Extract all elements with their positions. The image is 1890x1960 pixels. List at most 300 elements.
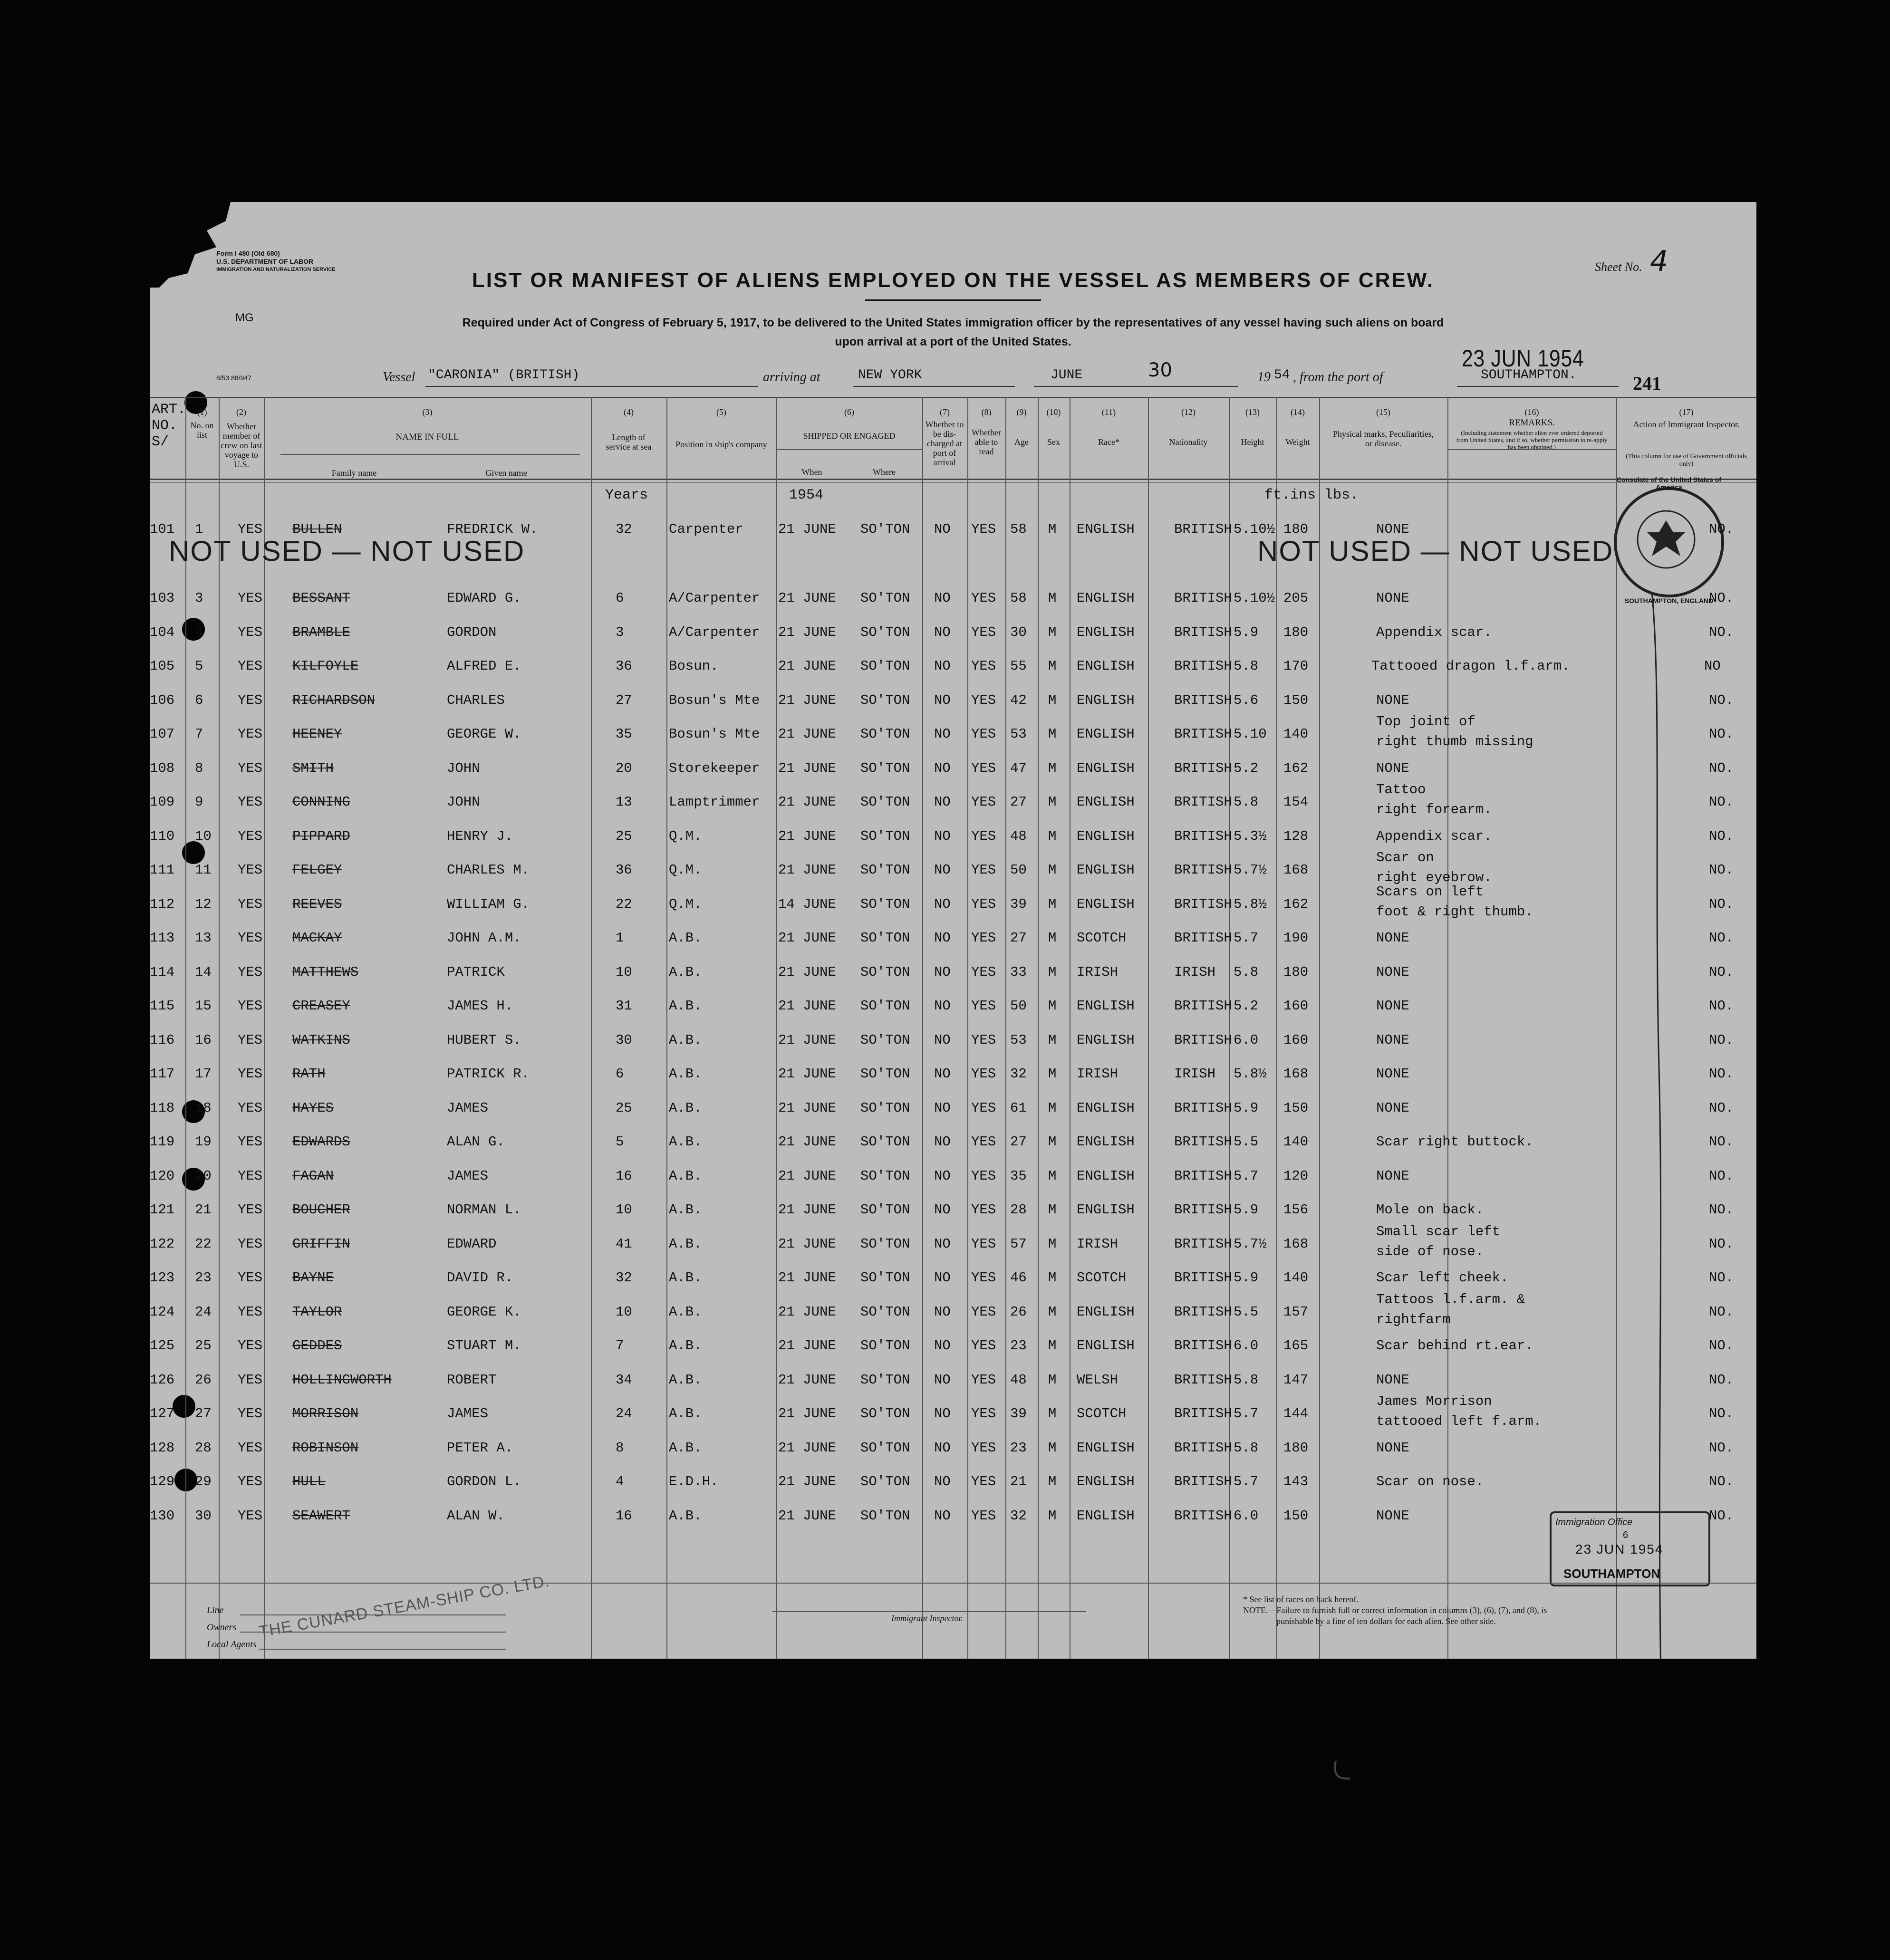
cell-given-name: WILLIAM G. xyxy=(447,896,530,912)
cell-list-no: 22 xyxy=(195,1236,212,1252)
cell-discharged: NO xyxy=(934,1134,951,1150)
cell-able-to-read: YES xyxy=(971,1236,996,1252)
cell-shipped-where: SO'TON xyxy=(860,828,910,844)
cell-art-no: 128 xyxy=(150,1440,175,1456)
cell-family-name: CREASEY xyxy=(292,998,350,1014)
cell-race: ENGLISH xyxy=(1077,1202,1135,1218)
cell-able-to-read: YES xyxy=(971,1440,996,1456)
cell-height: 5.7½ xyxy=(1234,1236,1267,1252)
cell-shipped-where: SO'TON xyxy=(860,658,910,674)
col-num-17: (17) xyxy=(1679,407,1694,417)
cell-art-no: 110 xyxy=(150,828,175,844)
cell-art-no: 105 xyxy=(150,658,175,674)
table-row xyxy=(150,1022,1756,1056)
cell-sex: M xyxy=(1048,658,1057,674)
cell-weight: 180 xyxy=(1283,521,1309,537)
cell-race: ENGLISH xyxy=(1077,862,1135,878)
cell-given-name: PATRICK xyxy=(447,964,505,980)
cell-discharged: NO xyxy=(934,590,951,606)
cell-discharged: NO xyxy=(934,692,951,708)
cell-nationality: BRITISH xyxy=(1174,658,1232,674)
cell-nationality: BRITISH xyxy=(1174,1100,1232,1116)
cell-shipped-where: SO'TON xyxy=(860,1066,910,1082)
cell-remarks: NO. xyxy=(1709,896,1734,912)
cell-position: A.B. xyxy=(669,930,702,946)
cell-sex: M xyxy=(1048,794,1057,810)
cell-position: Bosun's Mte xyxy=(669,726,760,742)
cell-shipped-when: 21 JUNE xyxy=(778,1372,836,1388)
cell-last-voyage: YES xyxy=(238,1508,263,1524)
cell-shipped-when: 21 JUNE xyxy=(778,862,836,878)
cell-list-no: 21 xyxy=(195,1202,212,1218)
cell-discharged: NO xyxy=(934,1202,951,1218)
cell-race: ENGLISH xyxy=(1077,1474,1135,1489)
subtitle-line1: Required under Act of Congress of February 5, 1917, to be delivered to the United States immigration officer by the representatives of any vessel having such aliens on board xyxy=(462,316,1444,329)
inspector-label: Immigrant Inspector. xyxy=(891,1614,963,1623)
cell-nationality: BRITISH xyxy=(1174,1270,1232,1286)
cell-height: 5.8 xyxy=(1234,794,1259,810)
col-no-on-list: No. on list xyxy=(190,421,214,440)
cell-family-name: BULLEN xyxy=(292,521,342,537)
cell-last-voyage: YES xyxy=(238,1304,263,1320)
cell-discharged: NO xyxy=(934,1236,951,1252)
cell-art-no: 125 xyxy=(150,1338,175,1354)
cell-list-no: 28 xyxy=(195,1440,212,1456)
cell-art-no: 107 xyxy=(150,726,175,742)
cell-service-years: 24 xyxy=(616,1406,632,1422)
cell-sex: M xyxy=(1048,1100,1057,1116)
cell-shipped-when: 21 JUNE xyxy=(778,930,836,946)
cell-sex: M xyxy=(1048,760,1057,776)
cell-family-name: HULL xyxy=(292,1474,326,1489)
col-remarks-note: (Including statement whether alien ever ordered deported from United States, and if so, whether permission to re-apply has been obtained.) xyxy=(1456,429,1608,451)
cell-family-name: GRIFFIN xyxy=(292,1236,350,1252)
cell-remarks: NO. xyxy=(1709,726,1734,742)
cell-position: A.B. xyxy=(669,1134,702,1150)
cell-family-name: HEENEY xyxy=(292,726,342,742)
cell-art-no: 122 xyxy=(150,1236,175,1252)
cell-remarks: NO. xyxy=(1709,1440,1734,1456)
cell-service-years: 5 xyxy=(616,1134,624,1150)
cell-age: 21 xyxy=(1010,1474,1027,1489)
cell-nationality: BRITISH xyxy=(1174,1474,1232,1489)
table-row xyxy=(150,614,1756,648)
cell-age: 35 xyxy=(1010,1168,1027,1184)
cell-given-name: FREDRICK W. xyxy=(447,521,538,537)
cell-age: 26 xyxy=(1010,1304,1027,1320)
col-inspector-note: (This column for use of Government officials only) xyxy=(1626,453,1747,468)
cell-shipped-when: 21 JUNE xyxy=(778,1508,836,1524)
cell-list-no: 5 xyxy=(195,658,203,674)
cell-nationality: BRITISH xyxy=(1174,862,1232,878)
unit-years: Years xyxy=(605,487,648,503)
cell-height: 5.10 xyxy=(1234,726,1267,742)
sheet-label: Sheet No. xyxy=(1595,260,1642,274)
page-title: LIST OR MANIFEST OF ALIENS EMPLOYED ON THE VESSEL AS MEMBERS OF CREW. xyxy=(472,269,1435,292)
cell-shipped-when: 21 JUNE xyxy=(778,1100,836,1116)
table-row xyxy=(150,1124,1756,1157)
cell-list-no: 9 xyxy=(195,794,203,810)
cell-age: 50 xyxy=(1010,998,1027,1014)
cell-position: A.B. xyxy=(669,1236,702,1252)
cell-shipped-when: 21 JUNE xyxy=(778,658,836,674)
cell-position: A.B. xyxy=(669,998,702,1014)
cell-weight: 147 xyxy=(1283,1372,1309,1388)
cell-art-no: 112 xyxy=(150,896,175,912)
cell-last-voyage: YES xyxy=(238,794,263,810)
cell-remarks: NO. xyxy=(1709,521,1734,537)
cell-position: A.B. xyxy=(669,1066,702,1082)
arrival-month: JUNE xyxy=(1051,368,1083,383)
print-code: 8/53 88/947 xyxy=(216,374,251,382)
cell-family-name: GEDDES xyxy=(292,1338,342,1354)
cell-art-no: 124 xyxy=(150,1304,175,1320)
cell-given-name: ALFRED E. xyxy=(447,658,521,674)
cell-height: 5.6 xyxy=(1234,692,1259,708)
col-num-6: (6) xyxy=(844,407,854,417)
cell-physical-marks: NONE xyxy=(1376,1372,1409,1388)
cell-position: A.B. xyxy=(669,1032,702,1048)
cell-position: Bosun. xyxy=(669,658,719,674)
cell-last-voyage: YES xyxy=(238,1270,263,1286)
cell-family-name: HAYES xyxy=(292,1100,334,1116)
cell-remarks: NO. xyxy=(1709,1508,1734,1524)
cell-weight: 162 xyxy=(1283,760,1309,776)
from-label: , from the port of xyxy=(1293,370,1383,384)
cell-able-to-read: YES xyxy=(971,862,996,878)
cell-art-no: 117 xyxy=(150,1066,175,1082)
cell-position: Q.M. xyxy=(669,896,702,912)
cell-shipped-where: SO'TON xyxy=(860,1270,910,1286)
cell-position: Carpenter xyxy=(669,521,743,537)
cell-nationality: BRITISH xyxy=(1174,1304,1232,1320)
cell-art-no: 120 xyxy=(150,1168,175,1184)
cell-shipped-where: SO'TON xyxy=(860,1236,910,1252)
cell-art-no: 113 xyxy=(150,930,175,946)
cell-age: 27 xyxy=(1010,794,1027,810)
cell-physical-marks: Tattooed dragon l.f.arm. xyxy=(1371,658,1570,674)
cell-sex: M xyxy=(1048,862,1057,878)
table-row xyxy=(150,886,1756,920)
cell-shipped-when: 21 JUNE xyxy=(778,1304,836,1320)
cell-weight: 168 xyxy=(1283,1066,1309,1082)
cell-physical-marks: Scar right buttock. xyxy=(1376,1134,1533,1150)
cell-nationality: BRITISH xyxy=(1174,1508,1232,1524)
cell-shipped-when: 21 JUNE xyxy=(778,1406,836,1422)
cell-race: ENGLISH xyxy=(1077,794,1135,810)
cell-race: ENGLISH xyxy=(1077,590,1135,606)
cell-nationality: BRITISH xyxy=(1174,930,1232,946)
cell-discharged: NO xyxy=(934,1100,951,1116)
cell-shipped-where: SO'TON xyxy=(860,1338,910,1354)
cell-shipped-where: SO'TON xyxy=(860,1100,910,1116)
immigration-office-stamp xyxy=(1550,1511,1710,1586)
table-row xyxy=(150,1291,1756,1327)
company-stamp: THE CUNARD STEAM-SHIP CO. LTD. xyxy=(257,1572,551,1641)
cell-age: 47 xyxy=(1010,760,1027,776)
cell-position: A.B. xyxy=(669,1338,702,1354)
cell-weight: 190 xyxy=(1283,930,1309,946)
cell-family-name: MACKAY xyxy=(292,930,342,946)
cell-remarks: NO. xyxy=(1709,1134,1734,1150)
cell-weight: 180 xyxy=(1283,1440,1309,1456)
col-read: Whether able to read xyxy=(972,428,1001,456)
cell-given-name: HUBERT S. xyxy=(447,1032,521,1048)
cell-physical-marks: NONE xyxy=(1376,1032,1409,1048)
subtitle-line2: upon arrival at a port of the United States. xyxy=(835,335,1071,348)
cell-family-name: FELGEY xyxy=(292,862,342,878)
cell-service-years: 34 xyxy=(616,1372,632,1388)
cell-art-no: 115 xyxy=(150,998,175,1014)
cell-shipped-where: SO'TON xyxy=(860,1168,910,1184)
cell-physical-marks: NONE xyxy=(1376,590,1409,606)
cell-shipped-when: 21 JUNE xyxy=(778,828,836,844)
cell-physical-marks: Scar behind rt.ear. xyxy=(1376,1338,1533,1354)
cell-shipped-when: 21 JUNE xyxy=(778,1168,836,1184)
cell-nationality: BRITISH xyxy=(1174,760,1232,776)
cell-remarks: NO. xyxy=(1709,1168,1734,1184)
cell-shipped-where: SO'TON xyxy=(860,896,910,912)
cell-position: A.B. xyxy=(669,1406,702,1422)
cell-last-voyage: YES xyxy=(238,1168,263,1184)
cell-position: A.B. xyxy=(669,964,702,980)
cell-weight: 150 xyxy=(1283,1100,1309,1116)
cell-shipped-where: SO'TON xyxy=(860,1202,910,1218)
consulate-seal-text: Consulate of the United States of America xyxy=(1616,476,1722,491)
cell-discharged: NO xyxy=(934,1508,951,1524)
cell-weight: 150 xyxy=(1283,1508,1309,1524)
cell-height: 5.7 xyxy=(1234,1474,1259,1489)
col-num-3: (3) xyxy=(422,407,433,417)
cell-physical-marks-line1: Scar on xyxy=(1376,850,1434,865)
form-number: Form I 480 (Old 680) xyxy=(216,250,280,257)
cell-race: ENGLISH xyxy=(1077,1168,1135,1184)
cell-given-name: HENRY J. xyxy=(447,828,513,844)
cell-service-years: 10 xyxy=(616,1304,632,1320)
cell-shipped-when: 21 JUNE xyxy=(778,590,836,606)
cell-art-no: 104 xyxy=(150,624,175,640)
stamp-office: Immigration Office xyxy=(1555,1517,1633,1528)
cell-last-voyage: YES xyxy=(238,1032,263,1048)
cell-age: 58 xyxy=(1010,590,1027,606)
col-num-12: (12) xyxy=(1181,407,1196,417)
cell-given-name: GEORGE W. xyxy=(447,726,521,742)
cell-remarks: NO. xyxy=(1709,1066,1734,1082)
cell-height: 5.8 xyxy=(1234,1372,1259,1388)
cell-service-years: 36 xyxy=(616,658,632,674)
cell-physical-marks: tattooed left f.arm. xyxy=(1376,1413,1542,1429)
cell-remarks: NO. xyxy=(1709,930,1734,946)
cell-physical-marks: Scar left cheek. xyxy=(1376,1270,1509,1286)
cell-physical-marks: NONE xyxy=(1376,964,1409,980)
cell-list-no: 16 xyxy=(195,1032,212,1048)
cell-able-to-read: YES xyxy=(971,521,996,537)
cell-list-no: 29 xyxy=(195,1474,212,1489)
cell-shipped-where: SO'TON xyxy=(860,794,910,810)
cell-shipped-where: SO'TON xyxy=(860,1134,910,1150)
cell-last-voyage: YES xyxy=(238,1066,263,1082)
cell-weight: 140 xyxy=(1283,1134,1309,1150)
cell-height: 5.3½ xyxy=(1234,828,1267,844)
cell-discharged: NO xyxy=(934,726,951,742)
cell-discharged: NO xyxy=(934,658,951,674)
table-row xyxy=(150,1430,1756,1463)
table-row xyxy=(150,988,1756,1021)
cell-position: A.B. xyxy=(669,1508,702,1524)
cell-race: ENGLISH xyxy=(1077,828,1135,844)
cell-list-no: 3 xyxy=(195,590,203,606)
sheet-number: 4 xyxy=(1650,245,1668,278)
cell-shipped-when: 21 JUNE xyxy=(778,1066,836,1082)
cell-race: WELSH xyxy=(1077,1372,1119,1388)
cell-art-no: 111 xyxy=(150,862,175,878)
cell-last-voyage: YES xyxy=(238,930,263,946)
cell-able-to-read: YES xyxy=(971,896,996,912)
cell-service-years: 1 xyxy=(616,930,624,946)
cell-shipped-when: 21 JUNE xyxy=(778,1270,836,1286)
not-used-stamp-right: NOT USED — NOT USED xyxy=(1257,535,1614,567)
cell-nationality: BRITISH xyxy=(1174,590,1232,606)
table-row xyxy=(150,1259,1756,1293)
cell-shipped-where: SO'TON xyxy=(860,930,910,946)
cell-given-name: PETER A. xyxy=(447,1440,513,1456)
cell-nationality: BRITISH xyxy=(1174,1440,1232,1456)
cell-able-to-read: YES xyxy=(971,930,996,946)
cell-art-no: 121 xyxy=(150,1202,175,1218)
cell-able-to-read: YES xyxy=(971,590,996,606)
not-used-stamp-left: NOT USED — NOT USED xyxy=(169,535,525,567)
cell-position: A/Carpenter xyxy=(669,590,760,606)
cell-last-voyage: YES xyxy=(238,692,263,708)
cell-age: 23 xyxy=(1010,1338,1027,1354)
col-weight: Weight xyxy=(1285,437,1310,447)
col-inspector-action: Action of Immigrant Inspector. xyxy=(1633,420,1740,429)
cell-race: ENGLISH xyxy=(1077,1508,1135,1524)
cell-height: 5.8½ xyxy=(1234,896,1267,912)
cell-last-voyage: YES xyxy=(238,726,263,742)
cell-remarks: NO. xyxy=(1709,794,1734,810)
cell-service-years: 10 xyxy=(616,964,632,980)
cell-physical-marks: NONE xyxy=(1376,760,1409,776)
stamp-office-no: 6 xyxy=(1623,1530,1629,1540)
cell-remarks: NO. xyxy=(1709,1236,1734,1252)
cell-physical-marks: Mole on back. xyxy=(1376,1202,1484,1218)
cell-shipped-when: 21 JUNE xyxy=(778,794,836,810)
cell-last-voyage: YES xyxy=(238,1100,263,1116)
local-agents-label: Local Agents xyxy=(207,1639,257,1650)
cell-age: 42 xyxy=(1010,692,1027,708)
cell-height: 5.2 xyxy=(1234,760,1259,776)
cell-service-years: 25 xyxy=(616,1100,632,1116)
cell-weight: 143 xyxy=(1283,1474,1309,1489)
table-row xyxy=(150,648,1756,682)
cell-nationality: IRISH xyxy=(1174,964,1216,980)
cell-service-years: 31 xyxy=(616,998,632,1014)
cell-discharged: NO xyxy=(934,1066,951,1082)
col-when: When xyxy=(801,467,822,477)
cell-physical-marks-line1: Scars on left xyxy=(1376,884,1484,900)
cell-race: ENGLISH xyxy=(1077,624,1135,640)
cell-family-name: SMITH xyxy=(292,760,334,776)
cell-service-years: 32 xyxy=(616,1270,632,1286)
cell-shipped-where: SO'TON xyxy=(860,964,910,980)
departure-port: SOUTHAMPTON. xyxy=(1481,368,1577,383)
cell-sex: M xyxy=(1048,1066,1057,1082)
cell-nationality: BRITISH xyxy=(1174,1134,1232,1150)
cell-given-name: JAMES xyxy=(447,1100,489,1116)
cell-able-to-read: YES xyxy=(971,1270,996,1286)
cell-last-voyage: YES xyxy=(238,1406,263,1422)
arriving-label: arriving at xyxy=(763,370,820,384)
cell-list-no: 1 xyxy=(195,521,203,537)
col-position: Position in ship's company xyxy=(675,440,767,449)
line-label: Line xyxy=(207,1605,224,1615)
cell-position: Storekeeper xyxy=(669,760,760,776)
cell-last-voyage: YES xyxy=(238,1338,263,1354)
cell-list-no: 19 xyxy=(195,1134,212,1150)
cell-last-voyage: YES xyxy=(238,1236,263,1252)
cell-able-to-read: YES xyxy=(971,1100,996,1116)
cell-service-years: 32 xyxy=(616,521,632,537)
title-rule xyxy=(865,299,1041,301)
cell-race: ENGLISH xyxy=(1077,521,1135,537)
cell-physical-marks: Appendix scar. xyxy=(1376,624,1492,640)
cell-height: 5.9 xyxy=(1234,1202,1259,1218)
cell-height: 5.8½ xyxy=(1234,1066,1267,1082)
cell-height: 6.0 xyxy=(1234,1508,1259,1524)
table-row xyxy=(150,511,1756,545)
table-row xyxy=(150,716,1756,749)
cell-nationality: BRITISH xyxy=(1174,896,1232,912)
cell-race: IRISH xyxy=(1077,1236,1119,1252)
cell-nationality: BRITISH xyxy=(1174,1406,1232,1422)
cell-shipped-where: SO'TON xyxy=(860,862,910,878)
table-row xyxy=(150,1327,1756,1361)
cell-sex: M xyxy=(1048,1134,1057,1150)
cell-remarks: NO. xyxy=(1709,1338,1734,1354)
cell-age: 53 xyxy=(1010,1032,1027,1048)
cell-shipped-when: 21 JUNE xyxy=(778,964,836,980)
cell-physical-marks-line1: James Morrison xyxy=(1376,1393,1492,1409)
cell-list-no: 18 xyxy=(195,1100,212,1116)
cell-age: 33 xyxy=(1010,964,1027,980)
cell-nationality: BRITISH xyxy=(1174,1236,1232,1252)
cell-remarks: NO. xyxy=(1709,1406,1734,1422)
cell-physical-marks: NONE xyxy=(1376,1508,1409,1524)
cell-last-voyage: YES xyxy=(238,1372,263,1388)
cell-height: 5.9 xyxy=(1234,624,1259,640)
cell-given-name: EDWARD G. xyxy=(447,590,521,606)
cell-position: A.B. xyxy=(669,1100,702,1116)
cell-weight: 180 xyxy=(1283,964,1309,980)
cell-art-no: 101 xyxy=(150,521,175,537)
cell-art-no: 106 xyxy=(150,692,175,708)
cell-list-no: 17 xyxy=(195,1066,212,1082)
cell-given-name: JOHN A.M. xyxy=(447,930,521,946)
cell-service-years: 41 xyxy=(616,1236,632,1252)
cell-nationality: BRITISH xyxy=(1174,521,1232,537)
owners-label: Owners xyxy=(207,1622,237,1633)
table-row xyxy=(150,784,1756,817)
cell-sex: M xyxy=(1048,828,1057,844)
cell-race: ENGLISH xyxy=(1077,692,1135,708)
cell-position: E.D.H. xyxy=(669,1474,719,1489)
cell-service-years: 8 xyxy=(616,1440,624,1456)
table-row xyxy=(150,1362,1756,1395)
cell-race: SCOTCH xyxy=(1077,1406,1127,1422)
cell-sex: M xyxy=(1048,896,1057,912)
cell-race: IRISH xyxy=(1077,964,1119,980)
